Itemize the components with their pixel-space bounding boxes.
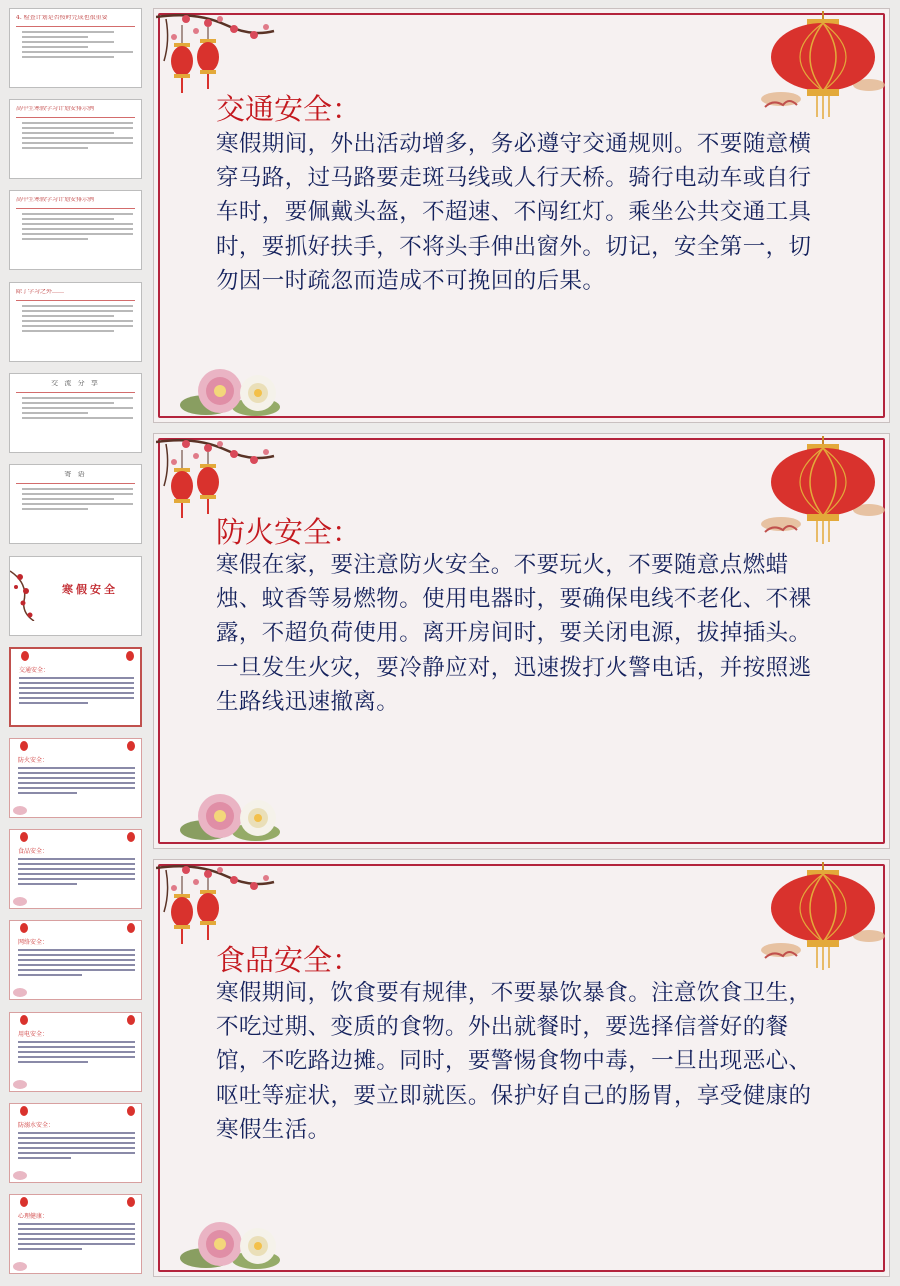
thumbnail-rule — [16, 483, 135, 484]
slide-thumbnail-8[interactable] — [9, 647, 142, 727]
lantern-icon — [127, 741, 135, 751]
thumbnail-text-line — [22, 238, 88, 240]
lantern-icon — [127, 1015, 135, 1025]
slide-thumbnail-6[interactable] — [9, 464, 142, 544]
thumbnail-title: 防火安全： — [18, 757, 49, 764]
thumbnail-body-lines — [18, 949, 135, 976]
slide-body-text: 寒假在家，要注意防火安全。不要玩火，不要随意点燃蜡烛、蚊香等易燃物。使用电器时，要确保电线不老化、不裸露，不超负荷使用。离开房间时，要关闭电源，拔掉插头。一旦发生火灾，要冷静应对，迅速拨打火警电话，并按照逃生路线迅速撤离。 — [216, 552, 812, 715]
thumbnail-text-line — [22, 41, 114, 43]
thumbnail-text-line — [22, 122, 133, 124]
thumbnail-text-line — [22, 325, 133, 327]
slide-thumbnail-10[interactable] — [9, 829, 142, 909]
thumbnail-title: 交通安全： — [19, 667, 50, 674]
lantern-icon — [20, 1106, 28, 1116]
lantern-icon — [127, 923, 135, 933]
thumbnail-text-line — [22, 330, 114, 332]
slide-fire-safety[interactable] — [153, 433, 890, 849]
thumbnail-title: 防溺水安全： — [18, 1122, 55, 1129]
slide-thumbnail-9[interactable] — [9, 738, 142, 818]
peony-flower-icon — [13, 988, 27, 997]
thumbnail-text-line — [22, 508, 88, 510]
thumbnail-text-line — [22, 417, 133, 419]
slide-heading: 防火安全： — [216, 515, 362, 549]
thumbnail-title: 网络安全： — [18, 939, 49, 946]
thumbnail-text-line — [22, 31, 114, 33]
thumbnail-text-line — [22, 412, 88, 414]
plum-branch-icon — [10, 561, 50, 621]
thumbnail-rule — [16, 300, 135, 301]
peony-flower-icon — [13, 806, 27, 815]
thumbnail-text-line — [22, 498, 114, 500]
peony-flower-icon — [13, 1080, 27, 1089]
thumbnail-text-line — [22, 228, 133, 230]
thumbnail-title: 交 流 分 享 — [51, 380, 100, 387]
lantern-icon — [20, 832, 28, 842]
peony-flower-icon — [176, 361, 286, 421]
thumbnail-text-line — [22, 147, 88, 149]
thumbnail-body-lines — [18, 1223, 135, 1250]
thumbnail-text-line — [22, 137, 133, 139]
thumbnail-text-line — [22, 56, 114, 58]
thumbnail-body-lines — [18, 1132, 135, 1159]
thumbnail-body-lines — [18, 858, 135, 885]
lantern-icon — [20, 741, 28, 751]
thumbnail-rule — [16, 117, 135, 118]
slide-body-text: 寒假期间，外出活动增多，务必遵守交通规则。不要随意横穿马路，过马路要走斑马线或人行天桥。骑行电动车或自行车时，要佩戴头盔，不超速、不闯红灯。乘坐公共交通工具时，要抓好扶手，不将头手伸出窗外。切记，安全第一，切勿因一时疏忽而造成不可挽回的后果。 — [216, 131, 812, 294]
slide-body-text: 寒假期间，饮食要有规律，不要暴饮暴食。注意饮食卫生，不吃过期、变质的食物。外出就餐时，要选择信誉好的餐馆，不吃路边摊。同时，要警惕食物中毒，一旦出现恶心、呕吐等症状，要立即就医。保护好自己的肠胃，享受健康的寒假生活。 — [216, 980, 812, 1143]
slide-thumbnail-4[interactable] — [9, 282, 142, 362]
slide-thumbnail-5[interactable] — [9, 373, 142, 453]
slide-traffic-safety[interactable] — [153, 8, 890, 423]
slide-thumbnail-13[interactable] — [9, 1103, 142, 1183]
lantern-icon — [127, 832, 135, 842]
slide-food-safety[interactable] — [153, 859, 890, 1277]
thumbnail-text-line — [22, 132, 114, 134]
slide-thumbnail-7[interactable] — [9, 556, 142, 636]
thumbnail-title: 心理健康： — [18, 1213, 49, 1220]
thumbnail-title: 寄 语 — [64, 471, 87, 478]
thumbnail-text-line — [22, 51, 133, 53]
thumbnail-text-line — [22, 36, 88, 38]
thumbnail-title: 高中生寒假学习计划安排示例 — [16, 197, 95, 203]
thumbnail-text-line — [22, 233, 133, 235]
thumbnail-title: 4. 检查计划是否按时完成也很重要 — [16, 15, 108, 21]
thumbnail-text-line — [22, 407, 133, 409]
thumbnail-text-line — [22, 397, 133, 399]
thumbnail-text-line — [22, 320, 133, 322]
lantern-icon — [757, 862, 887, 972]
lantern-icon — [20, 1015, 28, 1025]
thumbnail-title: 除了学习之外…… — [16, 289, 65, 295]
lantern-icon — [127, 1197, 135, 1207]
slide-thumbnail-1[interactable] — [9, 8, 142, 88]
thumbnail-text-line — [22, 46, 88, 48]
peony-flower-icon — [13, 1262, 27, 1271]
thumbnail-text-line — [22, 488, 133, 490]
thumbnail-text-line — [22, 402, 114, 404]
slide-thumbnail-3[interactable] — [9, 190, 142, 270]
thumbnail-rule — [16, 392, 135, 393]
thumbnail-text-line — [22, 493, 133, 495]
slide-thumbnail-2[interactable] — [9, 99, 142, 179]
thumbnail-text-line — [22, 223, 133, 225]
thumbnail-text-line — [22, 305, 133, 307]
thumbnail-text-line — [22, 127, 133, 129]
lantern-icon — [126, 651, 134, 661]
peony-flower-icon — [13, 897, 27, 906]
slide-thumbnail-11[interactable] — [9, 920, 142, 1000]
lantern-icon — [127, 1106, 135, 1116]
lantern-icon — [20, 1197, 28, 1207]
thumbnail-title: 用电安全： — [18, 1031, 49, 1038]
lantern-icon — [21, 651, 29, 661]
slide-thumbnail-14[interactable] — [9, 1194, 142, 1274]
lantern-icon — [757, 436, 887, 546]
thumbnail-title: 寒假安全 — [62, 583, 118, 596]
peony-flower-icon — [176, 786, 286, 846]
thumbnail-body-lines — [18, 767, 135, 794]
peony-flower-icon — [13, 1171, 27, 1180]
thumbnail-text-line — [22, 310, 133, 312]
thumbnail-rule — [16, 26, 135, 27]
thumbnail-text-line — [22, 142, 133, 144]
lantern-icon — [20, 923, 28, 933]
peony-flower-icon — [176, 1214, 286, 1274]
thumbnail-title: 高中生寒假学习计划安排示例 — [16, 106, 95, 112]
slide-heading: 交通安全： — [216, 92, 362, 126]
lantern-icon — [757, 11, 887, 121]
thumbnail-text-line — [22, 213, 133, 215]
thumbnail-body-lines — [18, 1041, 135, 1063]
slide-thumbnail-pane[interactable] — [0, 0, 148, 1286]
thumbnail-text-line — [22, 218, 114, 220]
slide-heading: 食品安全： — [216, 943, 362, 977]
thumbnail-text-line — [22, 315, 114, 317]
thumbnail-text-line — [22, 503, 133, 505]
thumbnail-rule — [16, 208, 135, 209]
thumbnail-body-lines — [19, 677, 134, 704]
slide-thumbnail-12[interactable] — [9, 1012, 142, 1092]
thumbnail-title: 食品安全： — [18, 848, 49, 855]
